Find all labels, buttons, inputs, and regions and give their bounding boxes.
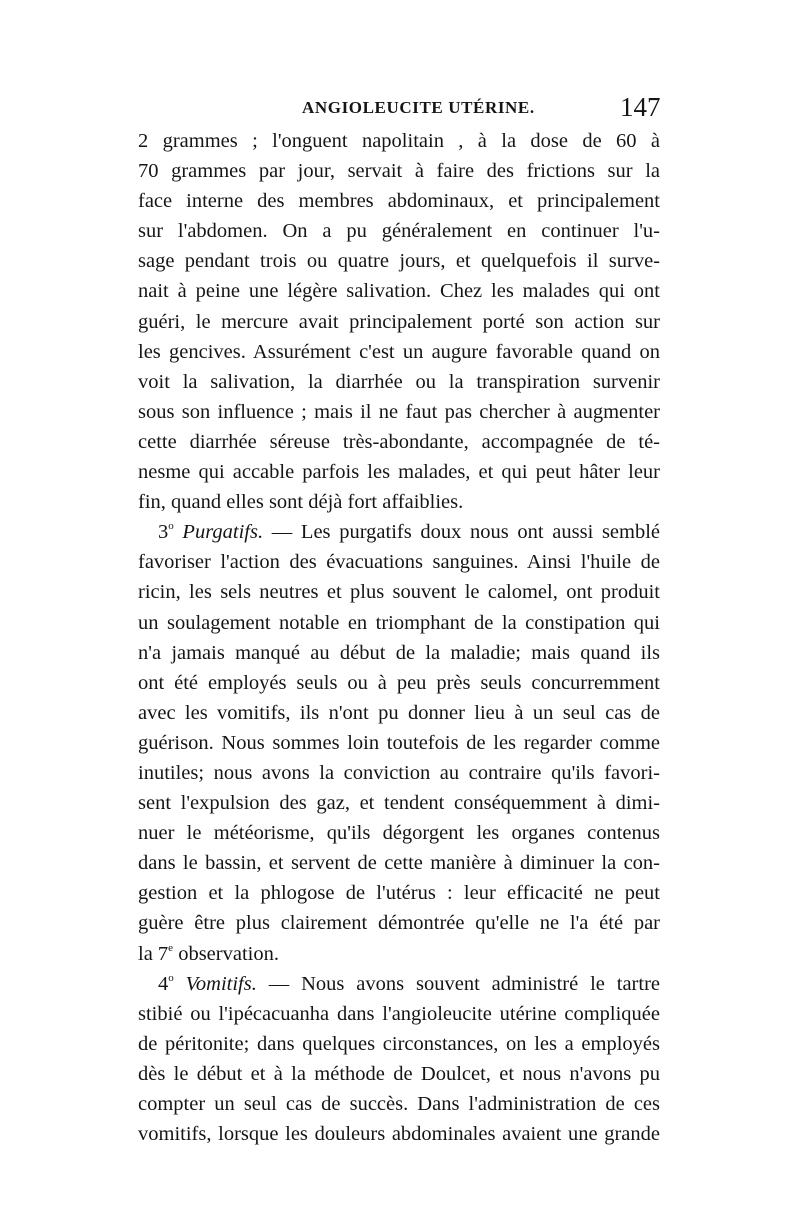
- text-line: guéri, le mercure avait principalement porté son action sur: [138, 310, 660, 333]
- text-line: cette diarrhée séreuse très-abondante, accompagnée de té-: [138, 430, 660, 453]
- text-line: nesme qui accable parfois les malades, et qui peut hâter leur: [138, 461, 660, 484]
- text-line: dans le bassin, et servent de cette manière à diminuer la con-: [138, 852, 660, 875]
- text-line: nuer le météorisme, qu'ils dégorgent les organes contenus: [138, 822, 660, 845]
- text-line: ricin, les sels neutres et plus souvent le calomel, ont produit: [138, 581, 660, 604]
- text-line: 70 grammes par jour, servait à faire des frictions sur la: [138, 160, 660, 183]
- paragraph-start-vomitifs: [138, 969, 660, 999]
- text-line: avec les vomitifs, ils n'ont pu donner lieu à un seul cas de: [138, 701, 660, 724]
- text-line: de péritonite; dans quelques circonstances, on les a employés: [138, 1032, 660, 1055]
- text-line: ont été employés seuls ou à peu près seuls concurremment: [138, 671, 660, 694]
- text-line: guérison. Nous sommes loin toutefois de les regarder comme: [138, 731, 660, 754]
- text-line: les gencives. Assurément c'est un augure favorable quand on: [138, 340, 660, 363]
- ordinal-superscript: o: [168, 520, 174, 533]
- text-line: compter un seul cas de succès. Dans l'administration de ces: [138, 1093, 660, 1115]
- text-line: inutiles; nous avons la conviction au contraire qu'ils favori-: [138, 761, 660, 784]
- page-number: 147: [620, 92, 661, 122]
- text-line: guère être plus clairement démontrée qu'elle ne l'a été par: [138, 912, 660, 935]
- section-number: 3: [158, 521, 169, 544]
- text-line: un soulagement notable en triomphant de la constipation qui: [138, 611, 660, 634]
- text-line: vomitifs, lorsque les douleurs abdominales avaient une grande: [138, 1123, 660, 1146]
- text-line: [138, 939, 660, 969]
- paragraph-start-purgatifs: [138, 517, 660, 547]
- text-line: sous son influence ; mais il ne faut pas chercher à augmenter: [138, 400, 660, 423]
- section-title: Vomitifs.: [185, 972, 257, 995]
- page-header: [0, 92, 800, 128]
- text-line: face interne des membres abdominaux, et principalement: [138, 190, 660, 213]
- text-line: stibié ou l'ipécacuanha dans l'angioleucite utérine compliquée: [138, 1002, 660, 1025]
- ordinal-superscript: o: [168, 971, 174, 984]
- text-fragment: observation.: [173, 942, 279, 965]
- text-line: sent l'expulsion des gaz, et tendent conséquemment à dimi-: [138, 792, 660, 815]
- ordinal-superscript: e: [168, 941, 174, 954]
- text-line: voit la salivation, la diarrhée ou la transpiration survenir: [138, 370, 660, 393]
- text-fragment: — Les purgatifs doux nous ont aussi semblé: [263, 521, 661, 544]
- running-title: ANGIOLEUCITE UTÉRINE.: [302, 98, 535, 117]
- text-line: favoriser l'action des évacuations sanguines. Ainsi l'huile de: [138, 551, 660, 574]
- text-line: 2 grammes ; l'onguent napolitain , à la dose de 60 à: [138, 130, 660, 152]
- text-line: sage pendant trois ou quatre jours, et quelquefois il surve-: [138, 250, 660, 273]
- section-number: 4: [158, 972, 169, 995]
- text-line: gestion et la phlogose de l'utérus : leur efficacité ne peut: [138, 882, 660, 905]
- text-line: nait à peine une légère salivation. Chez les malades qui ont: [138, 280, 660, 303]
- section-title: Purgatifs.: [182, 521, 264, 544]
- text-line: fin, quand elles sont déjà fort affaiblies.: [138, 491, 464, 514]
- text-line: dès le début et à la méthode de Doulcet, et nous n'avons pu: [138, 1062, 660, 1085]
- text-fragment: la 7: [138, 942, 169, 965]
- text-line: n'a jamais manqué au début de la maladie; mais quand ils: [138, 641, 660, 664]
- body-text: [138, 126, 660, 1149]
- text-line: sur l'abdomen. On a pu généralement en continuer l'u-: [138, 220, 660, 243]
- text-fragment: — Nous avons souvent administré le tartre: [256, 972, 661, 995]
